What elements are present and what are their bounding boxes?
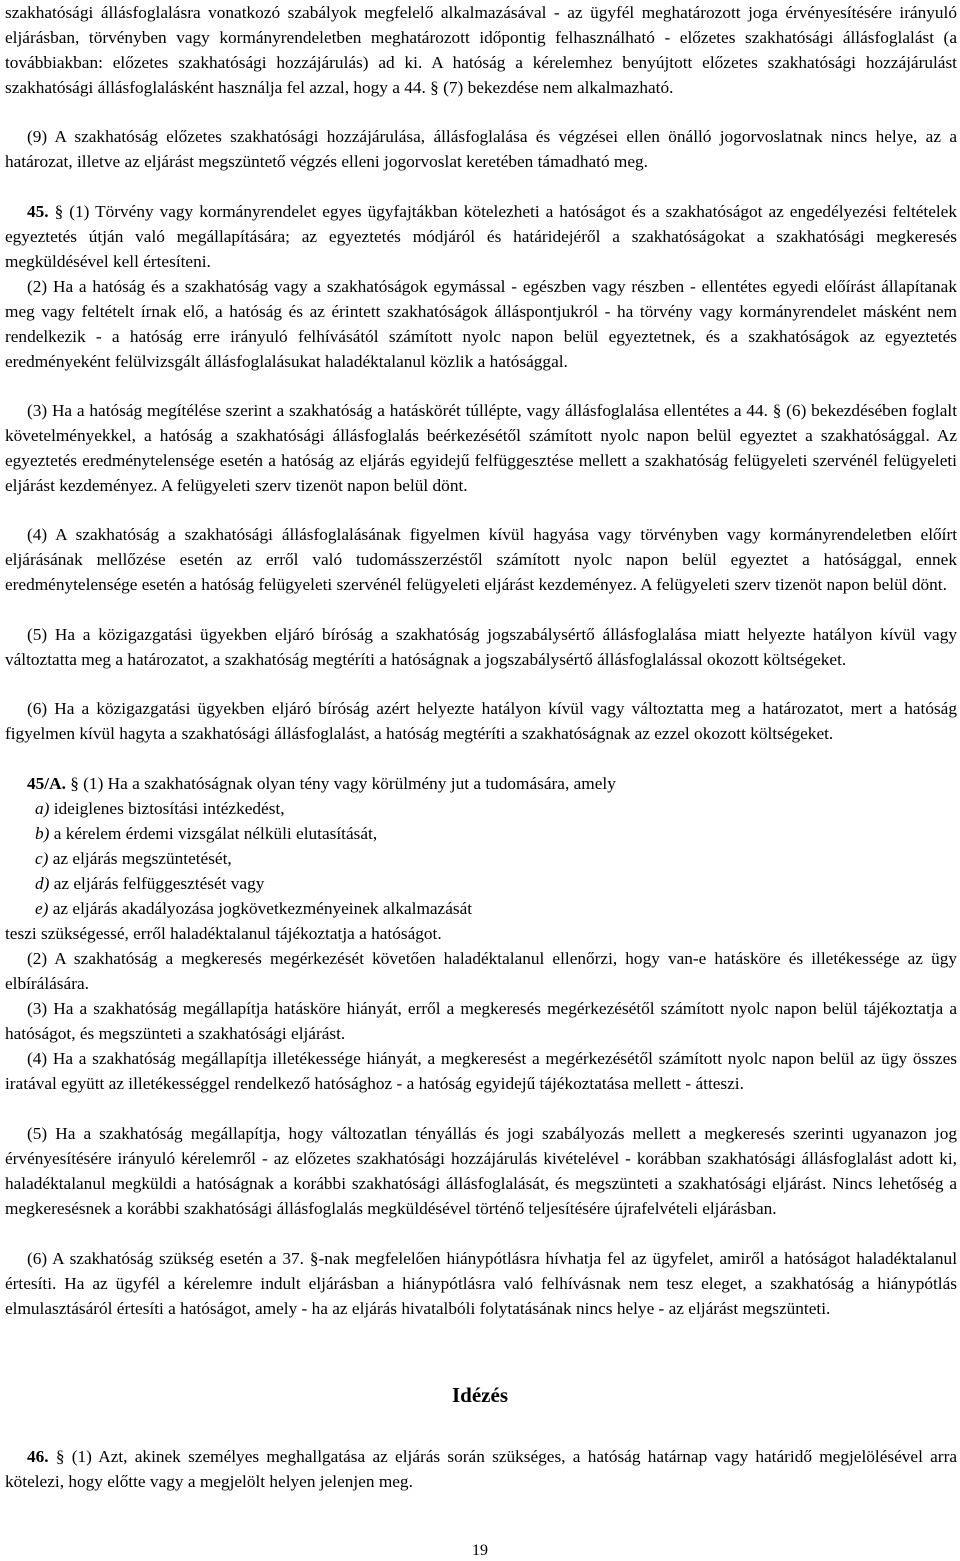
- paragraph-46-1: 46. § (1) Azt, akinek személyes meghallgatása az eljárás során szükséges, a hatóság határnap vagy határidő megjelölésével arra kötelezi, hogy előtte vagy a megjelölt helyen jelenjen meg.: [5, 1447, 957, 1491]
- page-number: 19: [472, 1542, 488, 1559]
- paragraph-45a-2: (2) A szakhatóság a megkeresés megérkezését követően haladéktalanul ellenőrzi, hogy van-e hatásköre és illetékessége az ügy elbírálására.: [5, 949, 957, 993]
- paragraph-45a-1-closing: teszi szükségessé, erről haladéktalanul tájékoztatja a hatóságot.: [5, 924, 442, 943]
- paragraph-45-5: (5) Ha a közigazgatási ügyekben eljáró bíróság a szakhatóság jogszabálysértő állásfoglalása miatt helyezte hatályon kívül vagy változtatta meg a határozatot, a szakhatóság megtéríti a hatóságnak a jogszabálysértő állásfoglalással okozott költségeket.: [5, 625, 957, 669]
- section-number-46: 46.: [27, 1447, 49, 1466]
- paragraph-45a-3: (3) Ha a szakhatóság megállapítja hatásköre hiányát, erről a megkeresés megérkezésétől számított nyolc napon belül tájékoztatja a hatóságot, és megszünteti a szakhatósági eljárást.: [5, 999, 957, 1043]
- paragraph-45a-6: (6) A szakhatóság szükség esetén a 37. §-nak megfelelően hiánypótlásra hívhatja fel az ügyfelet, amiről a hatóságot haladéktalanul értesíti. Ha az ügyfél a kérelemre indult eljárásban a hiánypótlásra való felhívásnak nem tesz eleget, a szakhatóság a hiánypótlás elmulasztásáról értesíti a hatóságot, amely - ha az eljárás hivatalbóli folytatásának nincs helye - az eljárást megszünteti.: [5, 1249, 957, 1318]
- paragraph-continuation: szakhatósági állásfoglalásra vonatkozó szabályok megfelelő alkalmazásával - az ügyfél meghatározott joga érvényesítésére irányuló eljárásban, törvényben vagy kormányrendeletben meghatározott időpontig felhasználható - előzetes szakhatósági állásfoglalást (a továbbiakban: előzetes szakhatósági hozzájárulás) ad ki. A hatóság a kérelemhez benyújtott előzetes szakhatósági hozzájárulást szakhatósági állásfoglalásként használja fel azzal, hogy a 44. § (7) bekezdése nem alkalmazható.: [5, 3, 957, 97]
- paragraph-45-3: (3) Ha a hatóság megítélése szerint a szakhatóság a hatáskörét túllépte, vagy állásfoglalása ellentétes a 44. § (6) bekezdésében foglalt követelményekkel, a hatóság a szakhatósági állásfoglalás beérkezésétől számított nyolc napon belül egyeztet a szakhatósággal. Az egyeztetés eredménytelensége esetén a hatóság az eljárás egyidejű felfüggesztése mellett a szakhatóság felügyeleti szervénél felügyeleti eljárást kezdeményez. A felügyeleti szerv tizenöt napon belül dönt.: [5, 401, 957, 495]
- paragraph-45a-5: (5) Ha a szakhatóság megállapítja, hogy változatlan tényállás és jogi szabályozás mellett a megkeresés szerinti ugyanazon jog érvényesítésére irányuló kérelemről - az előzetes szakhatósági hozzájárulás kivételével - korábban szakhatósági állásfoglalást adott ki, haladéktalanul megküldi a hatóságnak a korábbi szakhatósági állásfoglalását, és megszünteti a szakhatósági eljárást. Nincs lehetőség a megkeresésnek a korábbi szakhatósági állásfoglalás megküldésével történő teljesítésére újrafelvételi eljárásban.: [5, 1124, 957, 1218]
- paragraph-44-9: (9) A szakhatóság előzetes szakhatósági hozzájárulása, állásfoglalása és végzései ellen önálló jogorvoslatnak nincs helye, az a határozat, illetve az eljárást megszüntető végzés elleni jogorvoslat keretében támadható meg.: [5, 127, 957, 171]
- paragraph-45-2: (2) Ha a hatóság és a szakhatóság vagy a szakhatóságok egymással - egészben vagy részben - ellentétes egyedi előírást állapítanak meg vagy feltételt írnak elő, a hatóság és az érintett szakhatóságok álláspontjukról - ha törvény vagy kormányrendelet másként nem rendelkezik - a hatóság erre irányuló felhívásától számított nyolc napon belül egyeztetnek, és a szakhatóságok az egyeztetés eredményeként felülvizsgált állásfoglalásukat haladéktalanul közlik a hatósággal.: [5, 277, 957, 371]
- paragraph-45-1: 45. § (1) Törvény vagy kormányrendelet egyes ügyfajtákban kötelezheti a hatóságot és a szakhatóságot az engedélyezési feltételek egyeztetés útján való megállapítására; az egyeztetés módjáról és határidejéről a szakhatóságokat a szakhatósági megkeresés megküldésével kell értesíteni.: [5, 202, 957, 271]
- paragraph-45-4: (4) A szakhatóság a szakhatósági állásfoglalásának figyelmen kívül hagyása vagy törvényben vagy kormányrendeletben előírt eljárásának mellőzése esetén az erről való tudomásszerzéstől számított nyolc napon belül egyeztet a hatósággal, ennek eredménytelensége esetén a hatóság felügyeleti szervénél felügyeleti eljárást kezdeményez. A felügyeleti szerv tizenöt napon belül dönt.: [5, 525, 957, 594]
- paragraph-45a-1: 45/A. § (1) Ha a szakhatóságnak olyan tény vagy körülmény jut a tudomására, amely: [27, 774, 616, 793]
- list-item-d: d) az eljárás felfüggesztését vagy: [35, 874, 265, 893]
- list-item-c: c) az eljárás megszüntetését,: [35, 849, 232, 868]
- list-item-a: a) ideiglenes biztosítási intézkedést,: [35, 799, 285, 818]
- paragraph-45a-4: (4) Ha a szakhatóság megállapítja illetékessége hiányát, a megkeresést a megérkezésétől számított nyolc napon belül az ügy összes iratával együtt az illetékességgel rendelkező hatósághoz - a hatóság egyidejű tájékoztatása mellett - átteszi.: [5, 1049, 957, 1093]
- section-heading-idezes: Idézés: [452, 1383, 508, 1407]
- paragraph-45-6: (6) Ha a közigazgatási ügyekben eljáró bíróság azért helyezte hatályon kívül vagy változtatta meg a határozatot, mert a hatóság figyelmen kívül hagyta a szakhatósági állásfoglalást, a hatóság megtéríti a szakhatóságnak az ezzel okozott költségeket.: [5, 699, 957, 743]
- list-item-e: e) az eljárás akadályozása jogkövetkezményeinek alkalmazását: [35, 899, 473, 918]
- list-item-b: b) a kérelem érdemi vizsgálat nélküli elutasítását,: [35, 824, 378, 843]
- section-number-45a: 45/A.: [27, 774, 66, 793]
- section-number-45: 45.: [27, 202, 49, 221]
